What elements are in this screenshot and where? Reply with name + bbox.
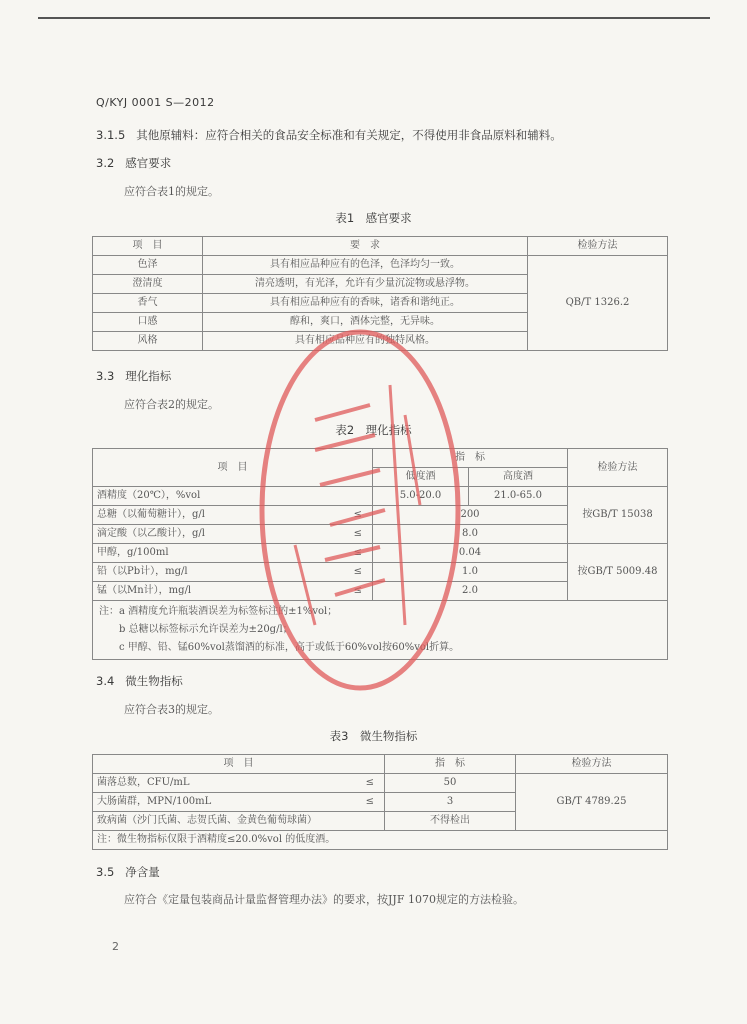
section-number: 3.1.5: [96, 128, 126, 142]
section-3-4-text: 应符合表3的规定。: [124, 703, 219, 716]
table2-header-high: 高度酒: [469, 468, 568, 487]
table2-method-2: 按GB/T 5009.48: [568, 544, 668, 601]
table2-item: [93, 563, 373, 582]
table2-note: c 甲醇、铅、锰60%vol蒸馏酒的标准，高于或低于60%vol按60%vol折算。: [119, 642, 460, 653]
table2-symbol: ≤: [353, 509, 362, 520]
section-number: 3.2: [96, 156, 115, 170]
table2-symbol: ≤: [353, 585, 362, 596]
section-title: 净含量: [125, 865, 160, 879]
table3-caption: 表3 微生物指标: [329, 729, 418, 743]
table2-item-label: 甲醇，g/100ml: [97, 547, 169, 558]
table2-value: 2.0: [373, 582, 568, 601]
table2-note: 注：a 酒精度允许瓶装酒误差为标签标注的±1%vol；: [99, 606, 338, 617]
table-physicochemical: [92, 448, 668, 660]
table1-item: 澄清度: [93, 275, 203, 294]
table2-item: [93, 525, 373, 544]
section-3-4-heading: [96, 673, 183, 689]
table2-header-item: 项 目: [93, 449, 373, 487]
table3-symbol: ≤: [365, 796, 374, 807]
table2-value: 1.0: [373, 563, 568, 582]
section-3-2-heading: [96, 155, 171, 171]
table1-req: 清亮透明，有光泽，允许有少量沉淀物或悬浮物。: [203, 275, 528, 294]
table2-caption: 表2 理化指标: [335, 423, 412, 437]
table2-item: 酒精度（20℃），%vol: [93, 487, 373, 506]
section-3-3-heading: [96, 368, 171, 384]
table1-req: 具有相应品种应有的独特风格。: [203, 332, 528, 351]
table2-note: b 总糖以标签标示允许误差为±20g/l；: [119, 624, 293, 635]
table3-value: 50: [385, 774, 516, 793]
table1-header-method: 检验方法: [528, 237, 668, 256]
table2-value: 8.0: [373, 525, 568, 544]
table1-item: 风格: [93, 332, 203, 351]
table-microbiological: [92, 754, 668, 850]
header-rule: [38, 17, 710, 19]
table1-item: 色泽: [93, 256, 203, 275]
table1-req: 具有相应品种应有的香味，诸香和谐纯正。: [203, 294, 528, 313]
section-number: 3.4: [96, 674, 115, 688]
section-3-2-text: 应符合表1的规定。: [124, 185, 219, 198]
table2-symbol: ≤: [353, 547, 362, 558]
table-row: [93, 774, 668, 793]
table2-notes-row: [93, 601, 668, 660]
table2-item-label: 滴定酸（以乙酸计），g/l: [97, 528, 205, 539]
table3-header-index: 指 标: [385, 755, 516, 774]
table2-header-method: 检验方法: [568, 449, 668, 487]
table1-req: 醇和，爽口，酒体完整，无异味。: [203, 313, 528, 332]
table2-item: [93, 506, 373, 525]
table2-item: [93, 582, 373, 601]
table-row: [93, 256, 668, 275]
table2-item-label: 锰（以Mn计），mg/l: [97, 585, 192, 596]
table2-header-low: 低度酒: [373, 468, 469, 487]
section-number: 3.3: [96, 369, 115, 383]
section-title: 微生物指标: [125, 674, 183, 688]
table-row: [93, 487, 668, 506]
section-3-5-heading: [96, 864, 160, 880]
table-sensory: [92, 236, 668, 351]
table3-note: 注：微生物指标仅限于酒精度≤20.0%vol 的低度酒。: [93, 831, 668, 850]
section-number: 3.5: [96, 865, 115, 879]
table1-req: 具有相应品种应有的色泽，色泽均匀一致。: [203, 256, 528, 275]
table1-item: 口感: [93, 313, 203, 332]
table1-header-req: 要 求: [203, 237, 528, 256]
page-number: 2: [112, 940, 119, 953]
table3-value: 3: [385, 793, 516, 812]
section-text: 其他原辅料：应符合相关的食品安全标准和有关规定，不得使用非食品原料和辅料。: [136, 128, 562, 142]
table2-symbol: ≤: [353, 528, 362, 539]
section-title: 感官要求: [125, 156, 172, 170]
table2-item-label: 铅（以Pb计），mg/l: [97, 566, 188, 577]
standard-code: Q/KYJ 0001 S—2012: [96, 96, 215, 109]
table3-item: [93, 774, 385, 793]
table3-header-method: 检验方法: [516, 755, 668, 774]
table2-header-index: 指 标: [373, 449, 568, 468]
section-title: 理化指标: [125, 369, 172, 383]
table3-item: 致病菌（沙门氏菌、志贺氏菌、金黄色葡萄球菌）: [93, 812, 385, 831]
table2-symbol: ≤: [353, 566, 362, 577]
table3-symbol: ≤: [365, 777, 374, 788]
table2-high-value: 21.0-65.0: [469, 487, 568, 506]
table2-value: 200: [373, 506, 568, 525]
table2-low-value: 5.0-20.0: [373, 487, 469, 506]
table3-value: 不得检出: [385, 812, 516, 831]
table1-caption: 表1 感官要求: [335, 211, 412, 225]
table2-item-label: 总糖（以葡萄糖计），g/l: [97, 509, 205, 520]
table2-value: 0.04: [373, 544, 568, 563]
section-3-3-text: 应符合表2的规定。: [124, 398, 219, 411]
table3-item-label: 大肠菌群，MPN/100mL: [97, 796, 212, 807]
table3-note-row: [93, 831, 668, 850]
table3-item-label: 菌落总数，CFU/mL: [97, 777, 190, 788]
table2-item: [93, 544, 373, 563]
table1-item: 香气: [93, 294, 203, 313]
section-3-1-5: [96, 127, 562, 143]
table3-item: [93, 793, 385, 812]
table3-method: GB/T 4789.25: [516, 774, 668, 831]
table-row: [93, 544, 668, 563]
table2-method-1: 按GB/T 15038: [568, 487, 668, 544]
table3-header-item: 项 目: [93, 755, 385, 774]
table1-method: QB/T 1326.2: [528, 256, 668, 351]
table1-header-item: 项 目: [93, 237, 203, 256]
table2-notes: [93, 601, 668, 660]
section-3-5-text: 应符合《定量包装商品计量监督管理办法》的要求，按JJF 1070规定的方法检验。: [124, 893, 524, 906]
